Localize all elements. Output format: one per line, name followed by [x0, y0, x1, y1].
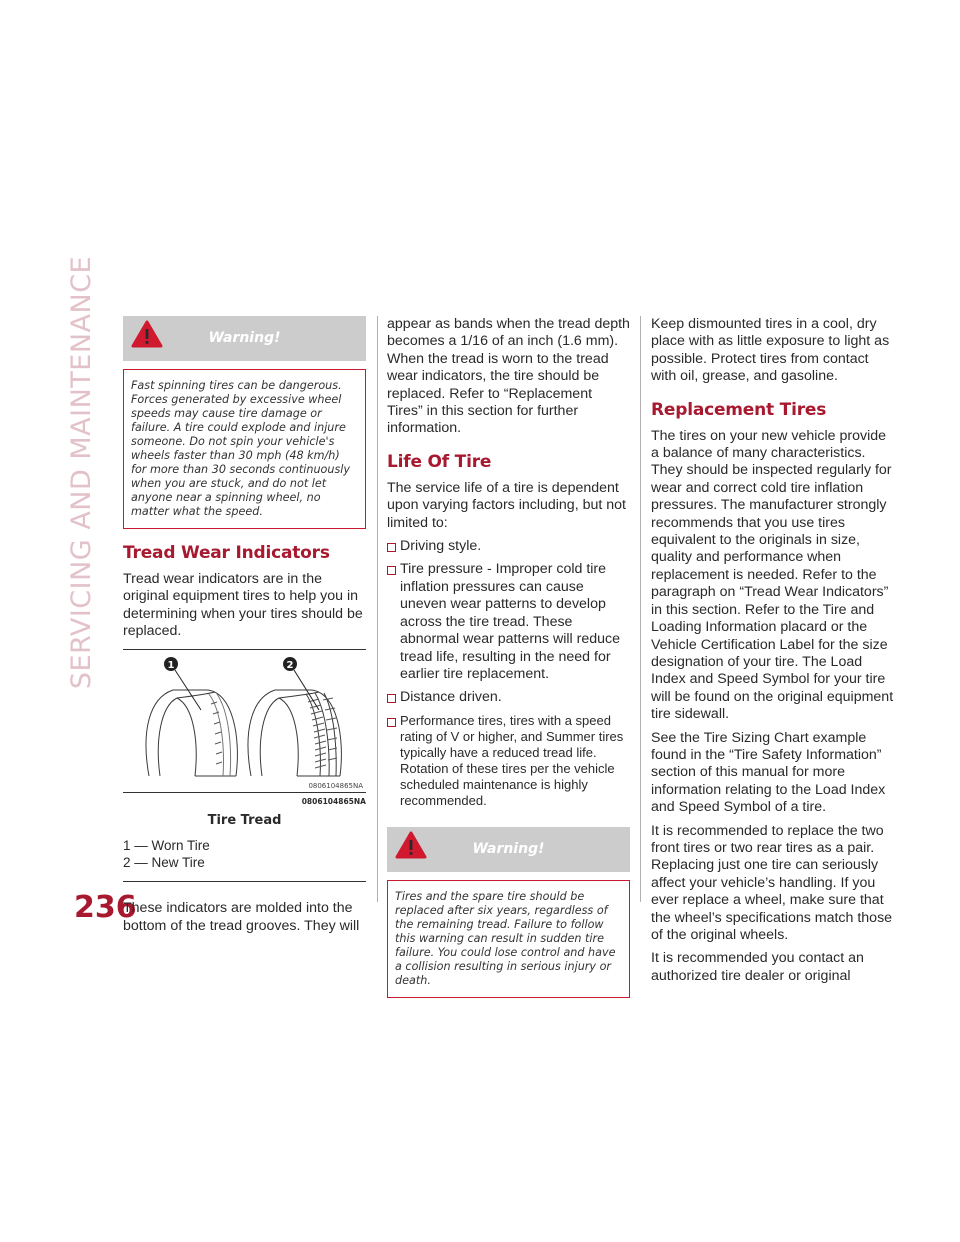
tire-tread-figure — [123, 649, 366, 830]
warning-title: Warning! — [472, 840, 545, 857]
figure-code-small: 0806104865NA — [308, 781, 363, 790]
heading-replacement-tires: Replacement Tires — [651, 399, 827, 420]
tread-wear-intro: Tread wear indicators are in the original equipment tires to help you in determining when your tires should be replaced. — [123, 571, 363, 640]
life-of-tire-intro: The service life of a tire is dependent upon varying factors including, but not limited to: — [387, 479, 626, 531]
section-title: SERVICING AND MAINTENANCE — [66, 255, 98, 689]
heading-tread-wear-indicators: Tread Wear Indicators — [123, 543, 330, 563]
section-side-tab — [62, 255, 102, 689]
warning-header — [387, 827, 630, 872]
column-2 — [387, 316, 630, 998]
warning-triangle-icon — [131, 320, 163, 348]
figure-code: 0806104865NA — [301, 796, 366, 806]
warning-text: Tires and the spare tire should be replaced after six years, regardless of the remaining tread. Failure to follow this warning can result in sudden tire failure. You could lose control and have a collision resulting in serious injury or death. — [387, 880, 630, 998]
warning-box-tire-age — [387, 827, 630, 998]
warning-text: Fast spinning tires can be dangerous. Forces generated by excessive wheel speeds may cause tire damage or failure. A tire could explode and injure someone. Do not spin your vehicle's wheels faster than 30 mph (48 km/h) for more than 30 seconds continuously when you are stuck, and do not let anyone near a spinning wheel, no matter what the speed. — [123, 369, 366, 529]
legend-item: 2 — New Tire — [123, 855, 205, 871]
replacement-paragraph: It is recommended you contact an authorized tire dealer or original — [651, 950, 864, 984]
tread-wear-continued-text: appear as bands when the tread depth becomes a 1/16 of an inch (1.6 mm). When the tread is worn to the tread wear indicators, the tire should be replaced. Refer to “Replacement Tires” in this section for further information. — [387, 316, 630, 437]
bullet-item: Driving style. — [387, 538, 630, 555]
heading-life-of-tire: Life Of Tire — [387, 451, 492, 472]
replacement-paragraph: It is recommended to replace the two front tires or two rear tires as a pair. Replacing just one tire can seriously affect your vehicle’s handling. If you ever replace a wheel, make sure that the wheel’s specifications match those of the original wheels. — [651, 822, 893, 943]
warning-title: Warning! — [208, 329, 281, 346]
column-3 — [651, 316, 896, 991]
replacement-paragraph: The tires on your new vehicle provide a balance of many characteristics. They should be inspected regularly for wear and correct cold tire inflation pressures. The manufacturer strongly recommends that you use tires equivalent to the originals in size, quality and performance when replacement is needed. Refer to the paragraph on “Tread Wear Indicators” in this section. Refer to the Tire and Loading Information placard or the Vehicle Certification Label for the size designation of your tire. The Load Index and Speed Symbol for your tire will be found on the original equipment tire sidewall. — [651, 427, 894, 723]
warning-header — [123, 316, 366, 361]
tire-tread-illustration — [123, 650, 366, 792]
svg-text:2: 2 — [286, 659, 294, 671]
bullet-item: Tire pressure - Improper cold tire inflation pressures can cause uneven wear patterns to develop across the tire tread. These abnormal wear patterns will reduce tread life, resulting in the need for earlier tire replacement. — [387, 561, 630, 683]
tire-storage-text: Keep dismounted tires in a cool, dry place with as little exposure to light as possible. Protect tires from contact with oil, grease, and gasoline. — [651, 316, 890, 385]
replacement-paragraph: See the Tire Sizing Chart example found in the “Tire Safety Information” section of this manual for more information relating to the Load Index and Speed Symbol of a tire. — [651, 729, 886, 816]
column-1 — [123, 316, 366, 941]
column-divider — [640, 316, 641, 902]
bullet-item: Distance driven. — [387, 689, 630, 706]
figure-legend — [123, 837, 366, 882]
svg-text:1: 1 — [167, 659, 175, 671]
tread-wear-indicators-text: These indicators are molded into the bottom of the tread grooves. They will — [123, 900, 360, 934]
page-number: 236 — [74, 890, 137, 925]
warning-triangle-icon — [395, 831, 427, 859]
legend-item: 1 — Worn Tire — [123, 838, 210, 854]
callout-1 — [164, 657, 178, 671]
callout-2 — [283, 657, 297, 671]
column-divider — [377, 316, 378, 902]
warning-box-tires-spinning — [123, 316, 366, 529]
figure-title: Tire Tread — [207, 813, 282, 829]
bullet-item: Performance tires, tires with a speed rating of V or higher, and Summer tires typically have a reduced tread life. Rotation of these tires per the vehicle scheduled maintenance is highly recommended. — [387, 713, 630, 809]
